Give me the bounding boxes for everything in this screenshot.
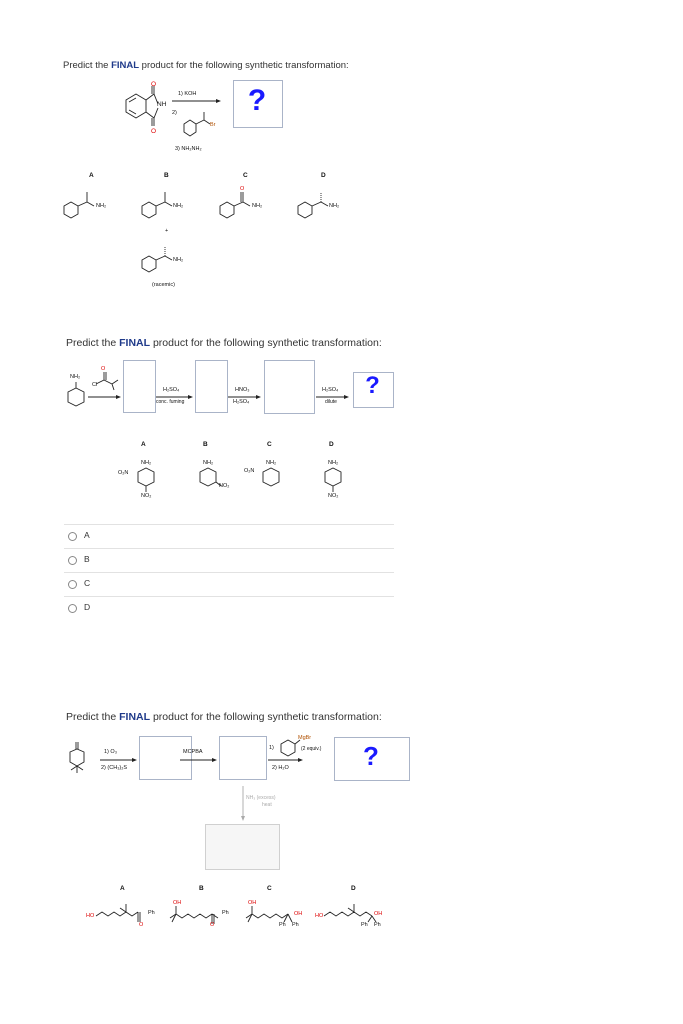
q2-choice-c-o2n: O₂N <box>244 468 255 474</box>
q2-choice-b-structure <box>196 466 226 496</box>
q3-choice-d-ph-2: Ph <box>374 922 381 928</box>
q2-choice-d-no2: NO₂ <box>328 493 339 499</box>
q3-step3-num: 1) <box>269 745 274 751</box>
q1-choice-a-label: A <box>89 172 94 179</box>
q3-intermediate-box-2[interactable] <box>219 736 267 780</box>
q1-choice-b-label: B <box>164 172 169 179</box>
q2-acyl-chloride-structure <box>92 370 122 392</box>
q3-step2-reagent: MCPBA <box>183 749 203 755</box>
q3-starting-material-structure <box>62 740 100 776</box>
q3-mgbr-label: MgBr <box>298 735 312 741</box>
q3-choice-c-oh-left: OH <box>248 900 257 906</box>
q1-reaction-arrow <box>172 98 222 104</box>
q3-equiv-label: (2 equiv.) <box>301 746 322 752</box>
q3-choice-a-o: O <box>139 922 144 928</box>
q2-step2-top-reagent: HNO₃ <box>235 387 250 393</box>
q2-step1-arrow <box>88 394 122 400</box>
q3-choice-c-oh-right: OH <box>294 911 303 917</box>
q3-choice-a-label: A <box>120 885 125 892</box>
q2-step1-top-reagent: H₂SO₄ <box>163 387 180 393</box>
q1-choice-d-nh2: NH₂ <box>329 203 340 209</box>
q3-choice-d-label: D <box>351 885 356 892</box>
q1-choice-a-nh2: NH₂ <box>96 203 107 209</box>
q2-choice-a-no2: NO₂ <box>141 493 152 499</box>
q1-phthalimide-structure <box>118 80 178 140</box>
q2-cl-label: Cl <box>92 382 98 388</box>
q3-choice-d-ho: HO <box>315 913 324 919</box>
q2-option-b[interactable] <box>64 548 394 571</box>
q2-choice-b-no2: NO₂ <box>219 483 230 489</box>
q2-choice-a-label: A <box>141 441 146 448</box>
q1-phthalimide-o-top: O <box>151 81 157 88</box>
q3-question-mark: ? <box>363 741 379 771</box>
q2-step3-bottom-reagent: dilute <box>325 399 337 405</box>
q2-choice-c-nh2: NH₂ <box>266 460 277 466</box>
q2-choice-d-label: D <box>329 441 334 448</box>
q2-choice-d-structure <box>321 466 345 496</box>
q3-choice-b-oh: OH <box>173 900 182 906</box>
q2-option-a[interactable] <box>64 524 394 547</box>
q3-choice-b-o: O <box>210 922 215 928</box>
q1-question-mark: ? <box>247 84 267 117</box>
q2-option-a-label: A <box>84 530 90 540</box>
q1-reagent-2: 2) <box>172 110 177 116</box>
q3-step4-bottom-reagent: heat <box>262 802 272 808</box>
q2-aniline-nh2: NH₂ <box>70 374 81 380</box>
q3-step1-top-reagent: 1) O₃ <box>104 749 117 755</box>
q1-reagent-1: 1) KOH <box>178 91 197 97</box>
q3-choice-a-ph: Ph <box>148 910 155 916</box>
q2-step2-bottom-reagent: H₂SO₄ <box>233 399 250 405</box>
q2-option-d-radio[interactable] <box>68 604 77 613</box>
q3-choice-c-ph-1: Ph <box>279 922 286 928</box>
q1-title: Predict the FINAL product for the following synthetic transformation: <box>63 60 349 71</box>
q2-choice-c-label: C <box>267 441 272 448</box>
q3-choice-b-structure <box>168 904 228 932</box>
q2-choice-c-structure <box>259 466 283 496</box>
q3-choice-d-structure <box>324 898 383 928</box>
q3-step2-arrow <box>180 757 218 763</box>
q1-choice-c-nh2: NH₂ <box>252 203 263 209</box>
q2-step1-bottom-reagent: conc. fuming <box>156 399 185 405</box>
q3-step1-bottom-reagent: 2) (CH₃)₂S <box>101 765 128 771</box>
q3-final-product-box[interactable] <box>205 824 280 870</box>
q1-reagent-3: 3) NH₂NH₂ <box>175 146 202 152</box>
q2-option-c-label: C <box>84 578 91 588</box>
q2-question-mark: ? <box>365 372 380 399</box>
q2-choice-a-nh2: NH₂ <box>141 460 152 466</box>
q2-choice-a-o2n: O₂N <box>118 470 129 476</box>
q3-choice-c-label: C <box>267 885 272 892</box>
q3-choice-b-ph: Ph <box>222 910 229 916</box>
q1-choice-b-racemic: (racemic) <box>152 282 175 288</box>
q1-br-label: Br <box>210 122 216 128</box>
q3-choice-c-ph-2: Ph <box>292 922 299 928</box>
q2-option-c-radio[interactable] <box>68 580 77 589</box>
q1-choice-d-label: D <box>321 172 326 179</box>
q2-intermediate-box-1[interactable] <box>123 360 156 413</box>
q2-option-d[interactable] <box>64 596 394 619</box>
q3-choice-a-ho: HO <box>86 913 95 919</box>
q1-choice-c-label: C <box>243 172 248 179</box>
q3-step3-bottom-reagent: 2) H₂O <box>272 765 289 771</box>
q2-aniline-structure <box>64 380 88 410</box>
q2-choice-b-label: B <box>203 441 208 448</box>
q1-choice-b-nh2-1: NH₂ <box>173 203 184 209</box>
q2-step3-top-reagent: H₂SO₄ <box>322 387 339 393</box>
q1-phthalimide-nh: NH <box>157 101 167 108</box>
q3-choice-d-ph-1: Ph <box>361 922 368 928</box>
q3-step1-arrow <box>100 757 138 763</box>
q2-intermediate-box-2[interactable] <box>195 360 228 413</box>
q3-grignard-structure <box>278 738 300 758</box>
q3-choice-b-label: B <box>199 885 204 892</box>
q1-choice-b-plus: + <box>165 228 169 234</box>
q3-choice-d-oh: OH <box>374 911 383 917</box>
q2-choice-b-nh2: NH₂ <box>203 460 214 466</box>
q2-option-d-label: D <box>84 602 91 612</box>
q2-choice-d-nh2: NH₂ <box>328 460 339 466</box>
q2-intermediate-box-3[interactable] <box>264 360 315 414</box>
q1-choice-c-o: O <box>240 186 245 192</box>
q2-title: Predict the FINAL product for the following synthetic transformation: <box>66 337 382 349</box>
q3-step4-top-reagent: NH₃ (excess) <box>246 795 276 801</box>
q2-o-label: O <box>101 366 106 372</box>
q2-option-b-label: B <box>84 554 90 564</box>
q3-step4-arrow <box>240 786 246 822</box>
q2-option-a-radio[interactable] <box>68 532 77 541</box>
q2-choice-a-structure <box>134 466 158 496</box>
q1-phthalimide-o-bottom: O <box>151 128 157 135</box>
q1-choice-b-nh2-2: NH₂ <box>173 257 184 263</box>
q3-title: Predict the FINAL product for the following synthetic transformation: <box>66 711 382 723</box>
q2-option-b-radio[interactable] <box>68 556 77 565</box>
q2-option-c[interactable] <box>64 572 394 595</box>
